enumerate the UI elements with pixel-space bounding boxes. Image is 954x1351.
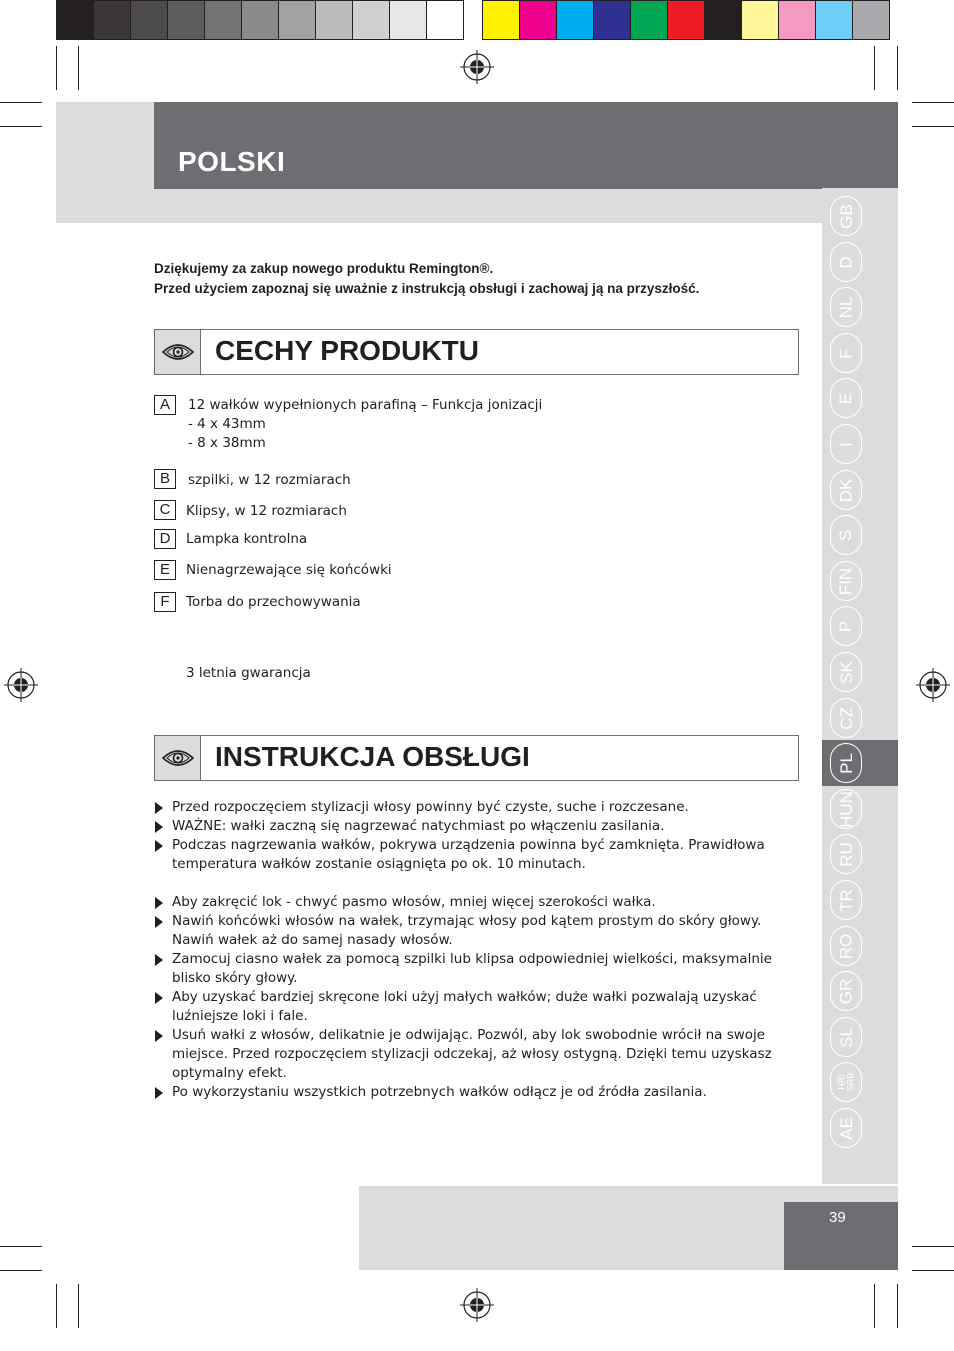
registration-mark-top-icon <box>460 50 494 84</box>
language-tab-ro[interactable] <box>830 926 862 966</box>
instruction-item <box>154 817 794 836</box>
registration-mark-right-icon <box>916 668 950 702</box>
instruction-item <box>154 950 794 988</box>
color-swatch <box>705 1 741 39</box>
language-tab-label: RO <box>836 933 856 959</box>
eye-icon-box <box>155 736 201 780</box>
language-tab-label: FIN <box>836 567 856 595</box>
grayscale-color-bar <box>56 0 464 40</box>
instruction-item <box>154 1083 794 1102</box>
language-tab-fin[interactable] <box>830 561 862 601</box>
bullet-arrow-icon <box>155 916 163 928</box>
page-title: POLSKI <box>178 146 286 177</box>
color-swatch <box>483 1 519 39</box>
feature-f-text: Torba do przechowywania <box>186 594 361 610</box>
language-tab-ru[interactable] <box>830 834 862 874</box>
color-swatch <box>668 1 704 39</box>
language-tab-nl[interactable] <box>830 287 862 327</box>
intro-line-1: Dziękujemy za zakup nowego produktu Remington®. <box>154 261 494 276</box>
color-swatch <box>557 1 593 39</box>
instruction-text: Podczas nagrzewania wałków, pokrywa urządzenia powinna być zamknięta. Prawidłowa temperatura wałków zostanie osiągnięta po ok. 10 minutach. <box>172 837 765 872</box>
language-tab-hun[interactable] <box>830 789 862 829</box>
language-tab-pl[interactable] <box>830 743 862 783</box>
bullet-arrow-icon <box>155 1030 163 1042</box>
language-tab-label: HUN <box>836 790 856 828</box>
language-tab-label: DK <box>836 478 856 502</box>
gray-swatch <box>279 1 315 39</box>
gray-swatch <box>242 1 278 39</box>
color-swatch <box>520 1 556 39</box>
instruction-item <box>154 893 794 912</box>
instruction-item <box>154 836 794 874</box>
bullet-arrow-icon <box>155 802 163 814</box>
language-tab-sl[interactable] <box>830 1017 862 1057</box>
gray-swatch <box>427 1 463 39</box>
gray-swatch <box>353 1 389 39</box>
feature-letter-d: D <box>154 529 176 549</box>
instruction-text: Nawiń końcówki włosów na wałek, trzymając włosy pod kątem prostym do skóry głowy. Nawiń wałek aż do samej nasady włosów. <box>172 913 762 948</box>
language-tab-label: D <box>836 255 856 269</box>
language-tab-label: CZ <box>836 706 856 730</box>
color-swatch <box>631 1 667 39</box>
instructions-section-header <box>154 735 799 781</box>
language-tab-label: E <box>836 392 856 404</box>
process-color-bar <box>482 0 890 40</box>
bullet-arrow-icon <box>155 992 163 1004</box>
language-tab-label: GR <box>836 978 856 1004</box>
language-tab-label: SL <box>836 1026 856 1048</box>
gray-swatch <box>316 1 352 39</box>
language-tab-gr[interactable] <box>830 971 862 1011</box>
color-swatch <box>779 1 815 39</box>
color-swatch <box>594 1 630 39</box>
gray-swatch <box>57 1 93 39</box>
feature-letter-c: C <box>154 500 176 520</box>
instruction-item <box>154 912 794 950</box>
language-tab-gb[interactable] <box>830 196 862 236</box>
eye-icon <box>161 747 195 769</box>
feature-a-size-2: - 8 x 38mm <box>188 435 266 451</box>
color-swatch <box>816 1 852 39</box>
feature-e-text: Nienagrzewające się końcówki <box>186 562 392 578</box>
registration-mark-bottom-icon <box>460 1288 494 1322</box>
feature-letter-b: B <box>154 469 176 489</box>
features-title: CECHY PRODUKTU <box>215 335 479 366</box>
language-tab-s[interactable] <box>830 515 862 555</box>
instruction-item <box>154 1026 794 1083</box>
gray-swatch <box>205 1 241 39</box>
language-tab-label: S <box>836 529 856 541</box>
intro-text <box>154 259 774 298</box>
language-tab-label: PL <box>836 752 856 774</box>
language-tab-i[interactable] <box>830 424 862 464</box>
page-number-box <box>784 1202 898 1270</box>
instruction-text: Usuń wałki z włosów, delikatnie je odwijając. Pozwól, aby lok swobodnie wrócił na swoje miejsce. Przed rozpoczęciem stylizacji odczekaj, aż włosy ostygną. Dzięki temu uzyskasz optymalny efekt. <box>172 1027 772 1081</box>
gray-swatch <box>94 1 130 39</box>
language-tab-label: F <box>836 347 856 359</box>
language-tab-hr-srb[interactable] <box>830 1062 862 1102</box>
language-tab-tr[interactable] <box>830 880 862 920</box>
feature-d-text: Lampka kontrolna <box>186 531 308 547</box>
language-tab-e[interactable] <box>830 378 862 418</box>
eye-icon-box <box>155 330 201 374</box>
language-tab-label: NL <box>836 296 856 318</box>
instruction-text: Po wykorzystaniu wszystkich potrzebnych wałków odłącz je od źródła zasilania. <box>172 1084 707 1100</box>
language-tab-label: RU <box>836 841 856 867</box>
intro-line-2: Przed użyciem zapoznaj się uważnie z instrukcją obsługi i zachowaj ją na przyszłość. <box>154 280 700 296</box>
bullet-arrow-icon <box>155 1087 163 1099</box>
language-tab-label: HR/ SRB <box>835 1072 855 1092</box>
instruction-item <box>154 798 794 817</box>
instruction-text: Aby uzyskać bardziej skręcone loki użyj małych wałków; duże wałki pozwalają uzyskać luźniejsze loki i fale. <box>172 989 757 1024</box>
language-tab-ae[interactable] <box>830 1108 862 1148</box>
instruction-list <box>154 798 794 1102</box>
language-tab-label: SK <box>836 660 856 684</box>
language-tab-label: TR <box>836 888 856 912</box>
feature-b-text: szpilki, w 12 rozmiarach <box>188 472 351 488</box>
language-tab-label: P <box>836 620 856 632</box>
language-tab-d[interactable] <box>830 242 862 282</box>
title-band <box>154 102 898 189</box>
bullet-arrow-icon <box>155 954 163 966</box>
bullet-arrow-icon <box>155 821 163 833</box>
warranty-text: 3 letnia gwarancja <box>186 665 311 681</box>
language-tab-dk[interactable] <box>830 470 862 510</box>
language-tab-label: AE <box>836 1116 856 1140</box>
instruction-text: Zamocuj ciasno wałek za pomocą szpilki lub klipsa odpowiedniej wielkości, maksymalnie blisko skóry głowy. <box>172 951 772 986</box>
feature-letter-f: F <box>154 592 176 612</box>
features-section-header <box>154 329 799 375</box>
feature-a-text: 12 wałków wypełnionych parafiną – Funkcja jonizacji <box>188 397 543 413</box>
bullet-arrow-icon <box>155 897 163 909</box>
color-swatch <box>853 1 889 39</box>
instruction-item <box>154 988 794 1026</box>
instruction-text: WAŻNE: wałki zaczną się nagrzewać natychmiast po włączeniu zasilania. <box>172 818 665 834</box>
language-tab-f[interactable] <box>830 333 862 373</box>
feature-letter-a: A <box>154 395 176 415</box>
language-tab-label: I <box>836 441 856 447</box>
instructions-title: INSTRUKCJA OBSŁUGI <box>215 741 530 772</box>
language-tab-sk[interactable] <box>830 652 862 692</box>
instruction-text: Aby zakręcić lok - chwyć pasmo włosów, mniej więcej szerokości wałka. <box>172 894 656 910</box>
registration-mark-left-icon <box>4 668 38 702</box>
feature-letter-e: E <box>154 560 176 580</box>
color-swatch <box>742 1 778 39</box>
language-tab-p[interactable] <box>830 606 862 646</box>
feature-c-text: Klipsy, w 12 rozmiarach <box>186 503 347 519</box>
feature-a-size-1: - 4 x 43mm <box>188 416 266 432</box>
instruction-text: Przed rozpoczęciem stylizacji włosy powinny być czyste, suche i rozczesane. <box>172 799 689 815</box>
gray-swatch <box>131 1 167 39</box>
eye-icon <box>161 341 195 363</box>
language-tab-cz[interactable] <box>830 698 862 738</box>
language-tab-label: GB <box>836 203 856 229</box>
bullet-arrow-icon <box>155 840 163 852</box>
gray-swatch <box>390 1 426 39</box>
gray-swatch <box>168 1 204 39</box>
page-number: 39 <box>829 1209 846 1226</box>
